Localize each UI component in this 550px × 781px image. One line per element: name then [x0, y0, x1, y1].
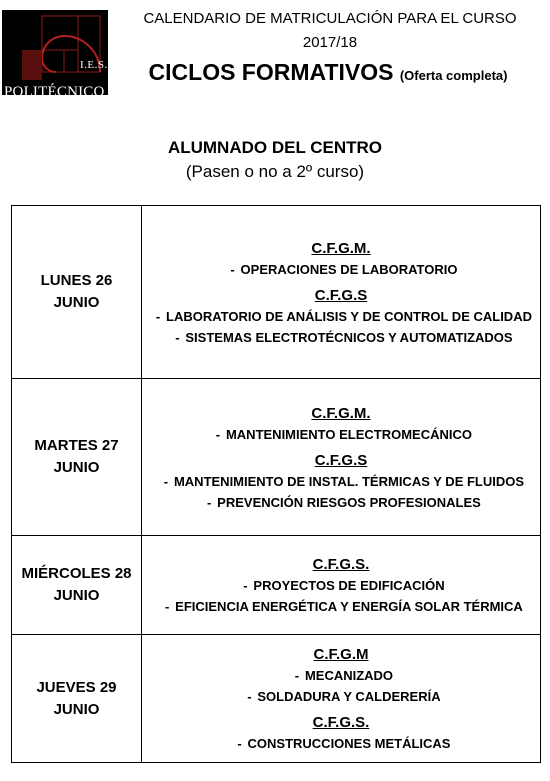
courses-cell: [142, 635, 541, 763]
table-row: [12, 379, 541, 536]
courses-cell: [142, 206, 541, 379]
course-group-heading: C.F.G.M.: [311, 404, 371, 422]
bullet-dash-icon: -: [230, 261, 235, 277]
course-item: [142, 424, 540, 445]
bullet-dash-icon: -: [215, 426, 221, 442]
bullet-dash-icon: -: [207, 494, 212, 510]
course-group-heading: C.F.G.M: [313, 646, 369, 663]
month-label: JUNIO: [53, 459, 100, 476]
course-name: MANTENIMIENTO ELECTROMECÁNICO: [225, 426, 473, 442]
course-group-heading: C.F.G.S: [314, 451, 368, 469]
bullet-dash-icon: -: [164, 599, 170, 614]
day-cell: [12, 536, 142, 635]
school-logo: [2, 10, 108, 100]
day-label: MIÉRCOLES 28: [21, 565, 132, 582]
course-group-heading: C.F.G.S.: [312, 556, 370, 573]
course-name: MANTENIMIENTO DE INSTAL. TÉRMICAS Y DE FLUIDOS: [173, 473, 525, 489]
course-name: SISTEMAS ELECTROTÉCNICOS Y AUTOMATIZADOS: [185, 329, 513, 345]
day-cell: [12, 635, 142, 763]
course-name: CONSTRUCCIONES METÁLICAS: [247, 736, 451, 751]
day-label: MARTES 27: [34, 437, 119, 454]
course-name: MECANIZADO: [304, 668, 394, 683]
course-item: [142, 492, 540, 513]
audience-title: ALUMNADO DEL CENTRO: [167, 138, 383, 157]
course-item: [142, 306, 540, 327]
bullet-dash-icon: -: [155, 308, 161, 324]
course-group-heading: C.F.G.S.: [312, 714, 370, 731]
header-line2: 2017/18: [302, 34, 358, 51]
courses-cell: [142, 379, 541, 536]
course-item: [142, 686, 540, 707]
course-group-heading: C.F.G.M.: [311, 239, 371, 257]
bullet-dash-icon: -: [294, 668, 300, 683]
day-cell: [12, 206, 142, 379]
day-label: JUEVES 29: [36, 678, 117, 696]
course-item: [142, 575, 540, 596]
month-label: JUNIO: [53, 587, 100, 604]
course-item: [142, 733, 540, 754]
table-row: [12, 536, 541, 635]
table-row: [12, 635, 541, 763]
courses-cell: [142, 536, 541, 635]
day-label: LUNES 26: [40, 272, 113, 289]
course-name: SOLDADURA Y CALDERERÍA: [257, 689, 441, 704]
course-name: EFICIENCIA ENERGÉTICA Y ENERGÍA SOLAR TÉRMICA: [175, 599, 523, 614]
day-cell: [12, 379, 142, 536]
table-row: [12, 206, 541, 379]
course-item: [142, 596, 540, 617]
course-name: LABORATORIO DE ANÁLISIS Y DE CONTROL DE CALIDAD: [166, 308, 532, 324]
logo-politecnico-text: POLITÉCNICO: [4, 84, 105, 100]
bullet-dash-icon: -: [243, 578, 248, 593]
logo-ies-text: I.E.S.: [80, 59, 108, 71]
course-item: [142, 327, 540, 348]
course-name: PREVENCIÓN RIESGOS PROFESIONALES: [217, 494, 481, 510]
bullet-dash-icon: -: [163, 473, 169, 489]
course-item: [142, 471, 540, 492]
audience-subtitle: (Pasen o no a 2º curso): [185, 162, 365, 181]
course-name: OPERACIONES DE LABORATORIO: [240, 261, 458, 277]
schedule-table: [11, 205, 541, 763]
course-name: PROYECTOS DE EDIFICACIÓN: [253, 578, 445, 593]
title-text: CICLOS FORMATIVOS: [148, 59, 394, 85]
bullet-dash-icon: -: [237, 736, 242, 751]
bullet-dash-icon: -: [175, 329, 180, 345]
month-label: JUNIO: [53, 294, 100, 311]
offer-note: (Oferta completa): [399, 68, 508, 83]
spiral-logo-icon: [2, 10, 108, 95]
course-item: [142, 665, 540, 686]
month-label: JUNIO: [53, 700, 100, 718]
course-item: [142, 259, 540, 280]
page-title: [118, 59, 538, 86]
bullet-dash-icon: -: [247, 689, 252, 704]
header-line1: CALENDARIO DE MATRICULACIÓN PARA EL CURSO: [143, 10, 517, 27]
course-group-heading: C.F.G.S: [314, 286, 368, 304]
